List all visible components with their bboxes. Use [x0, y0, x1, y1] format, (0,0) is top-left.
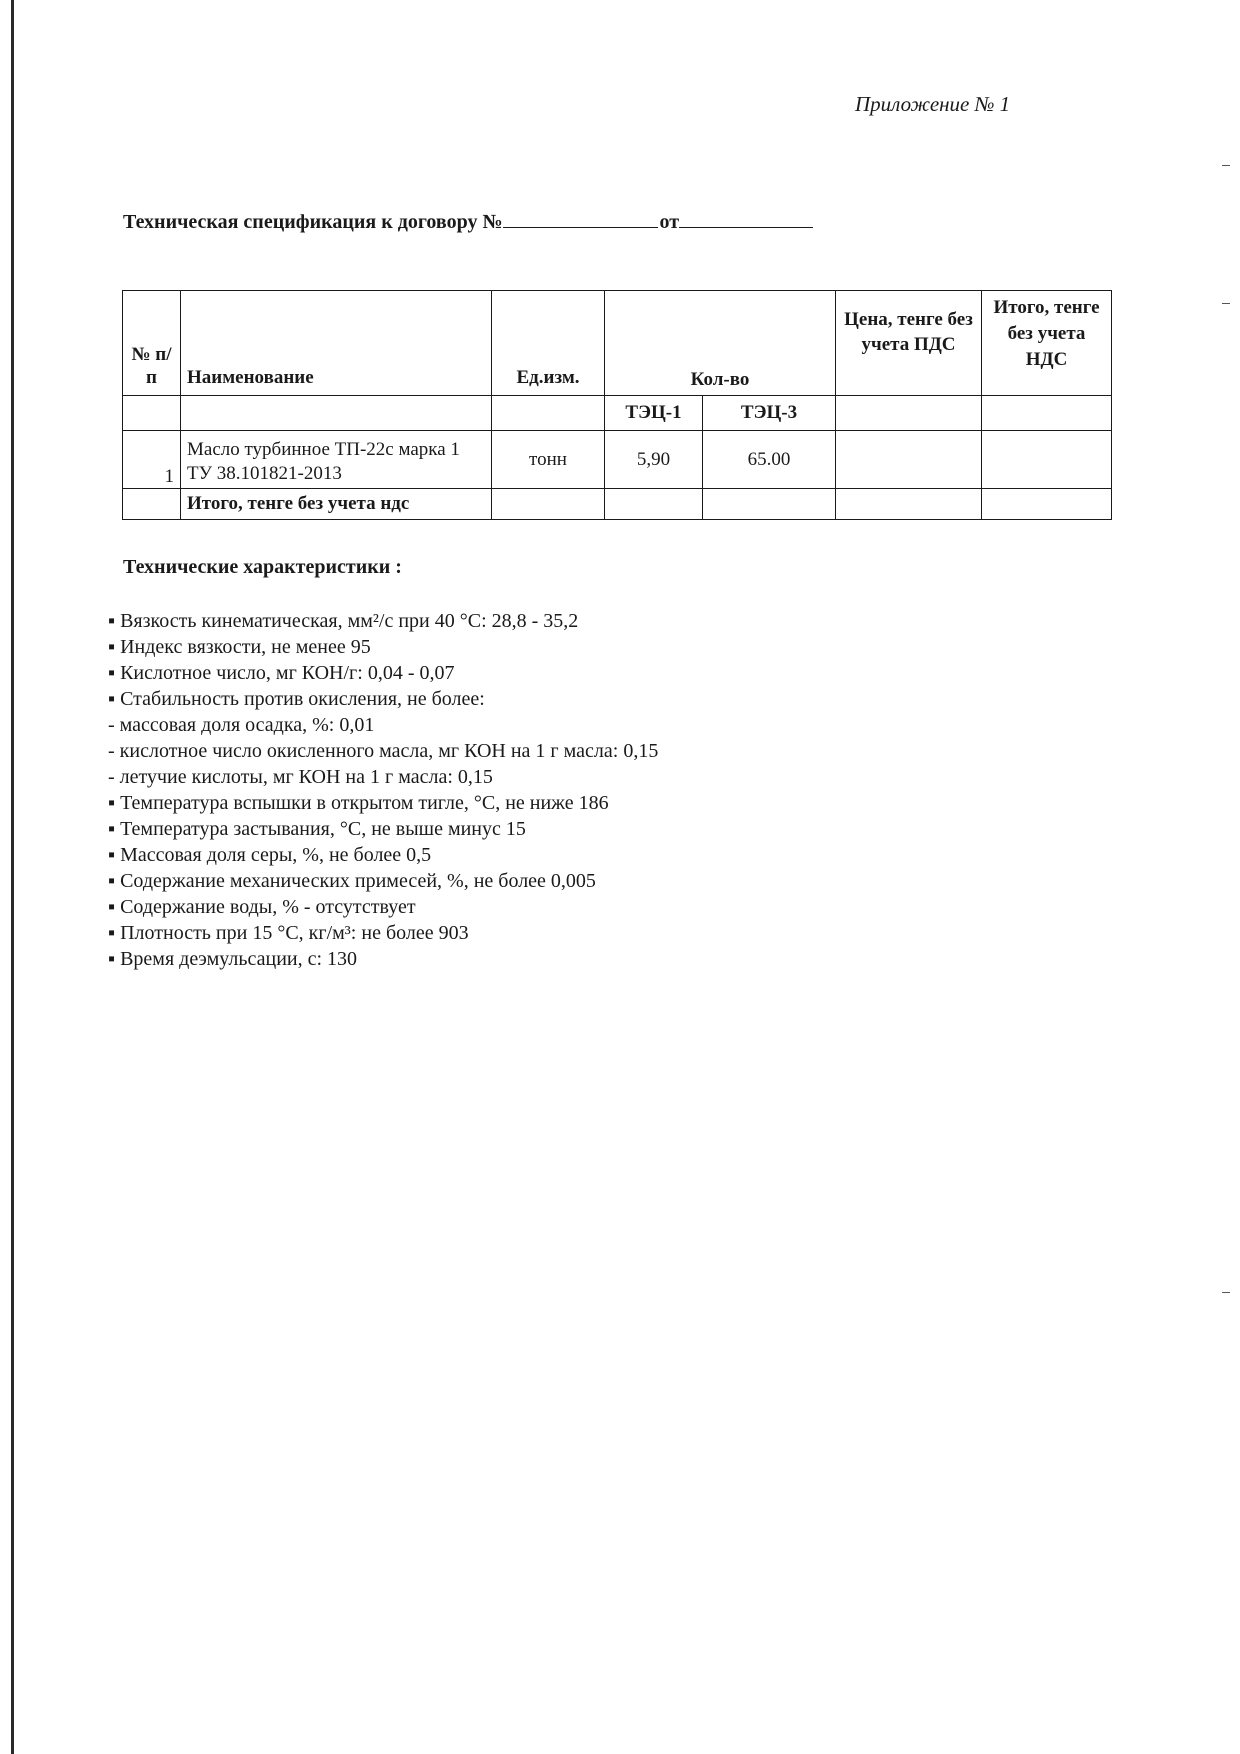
list-item: - кислотное число окисленного масла, мг КОН на 1 г масла: 0,15 [108, 740, 659, 762]
header-price: Цена, тенге без учета ПДС [836, 291, 982, 396]
annex-label: Приложение № 1 [855, 92, 1011, 116]
header-unit: Ед.изм. [492, 291, 605, 396]
list-item: ▪ Содержание механических примесей, %, не более 0,005 [108, 870, 596, 892]
specification-table [122, 290, 1112, 520]
empty-cell [123, 396, 181, 431]
list-item: ▪ Кислотное число, мг КОН/г: 0,04 - 0,07 [108, 662, 455, 684]
list-item: ▪ Массовая доля серы, %, не более 0,5 [108, 844, 432, 866]
table-header-row [123, 291, 1112, 396]
row-name: Масло турбинное ТП-22с марка 1 ТУ 38.101821-2013 [181, 431, 492, 489]
list-item: ▪ Вязкость кинематическая, мм²/с при 40 °С: 28,8 - 35,2 [108, 610, 579, 632]
title-from: от [659, 211, 680, 233]
total-label: Итого, тенге без учета ндс [181, 489, 492, 520]
empty-cell [492, 396, 605, 431]
header-name: Наименование [181, 291, 492, 396]
row-price [836, 431, 982, 489]
list-item: ▪ Индекс вязкости, не менее 95 [108, 636, 371, 658]
title-prefix: Техническая спецификация к договору № [123, 211, 503, 233]
contract-date-blank [679, 209, 813, 228]
empty-cell [703, 489, 836, 520]
document-title [123, 209, 813, 234]
list-item: ▪ Плотность при 15 °С, кг/м³: не более 903 [108, 922, 469, 944]
header-qty: Кол-во [605, 291, 836, 396]
row-num: 1 [123, 431, 181, 489]
contract-number-blank [503, 209, 658, 228]
subheader-tec3: ТЭЦ-3 [703, 396, 836, 431]
empty-cell [492, 489, 605, 520]
list-item: - массовая доля осадка, %: 0,01 [108, 714, 375, 736]
empty-cell [836, 396, 982, 431]
list-item: - летучие кислоты, мг КОН на 1 г масла: 0,15 [108, 766, 493, 788]
scan-artifact [1222, 1292, 1230, 1293]
row-unit: тонн [492, 431, 605, 489]
list-item: ▪ Стабильность против окисления, не более: [108, 688, 485, 710]
subheader-tec1: ТЭЦ-1 [605, 396, 703, 431]
list-item: ▪ Содержание воды, % - отсутствует [108, 896, 416, 918]
table-subheader-row [123, 396, 1112, 431]
characteristics-list [108, 608, 658, 972]
scan-artifact [1222, 303, 1230, 304]
empty-cell [982, 396, 1112, 431]
empty-cell [123, 489, 181, 520]
empty-cell [836, 489, 982, 520]
empty-cell [605, 489, 703, 520]
table-total-row [123, 489, 1112, 520]
list-item: ▪ Температура вспышки в открытом тигле, °С, не ниже 186 [108, 792, 609, 814]
header-num: № п/п [123, 291, 181, 396]
table-row [123, 431, 1112, 489]
scan-page-edge [11, 0, 14, 1754]
row-total [982, 431, 1112, 489]
empty-cell [181, 396, 492, 431]
characteristics-title: Технические характеристики : [123, 556, 402, 578]
row-tec1: 5,90 [605, 431, 703, 489]
row-tec3: 65.00 [703, 431, 836, 489]
scan-artifact [1222, 165, 1230, 166]
list-item: ▪ Время деэмульсации, с: 130 [108, 948, 358, 970]
header-total: Итого, тенге без учета НДС [982, 291, 1112, 396]
list-item: ▪ Температура застывания, °С, не выше минус 15 [108, 818, 526, 840]
empty-cell [982, 489, 1112, 520]
